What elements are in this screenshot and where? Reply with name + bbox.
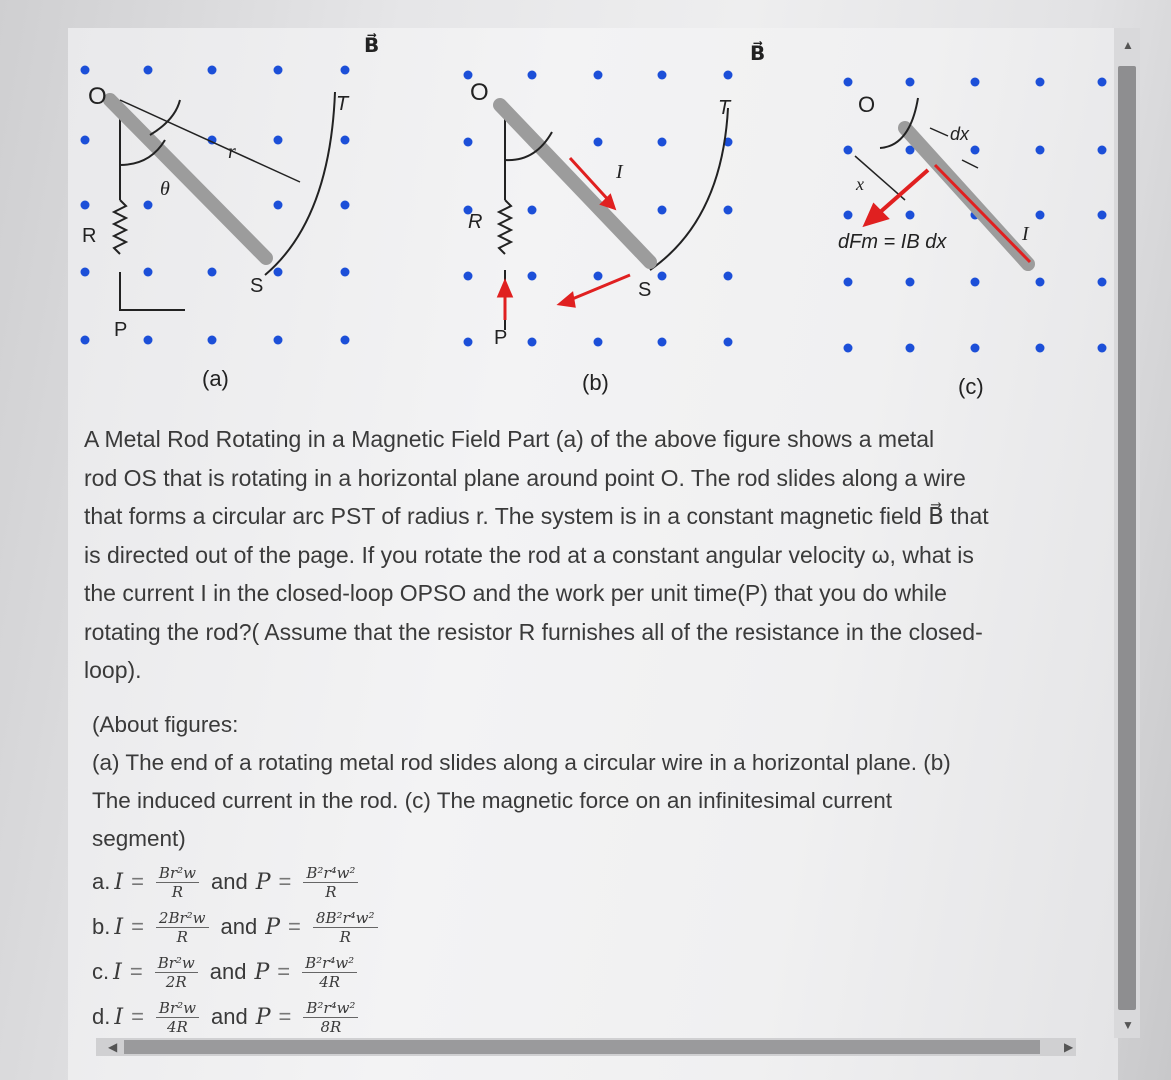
dx-tick-1 xyxy=(930,128,948,136)
field-dot xyxy=(464,338,473,347)
field-dot xyxy=(528,272,537,281)
power-numerator: B²r⁴w² xyxy=(302,954,357,973)
field-dot xyxy=(81,136,90,145)
question-line: the current I in the closed-loop OPSO and the work per unit time(P) that you do while xyxy=(84,580,947,606)
field-dot xyxy=(971,344,980,353)
field-dot xyxy=(208,268,217,277)
force-arrow-c xyxy=(866,170,928,224)
scroll-right-arrow-icon[interactable]: ▶ xyxy=(1064,1040,1074,1054)
label-c-force: dFm = IB dx xyxy=(838,231,947,253)
about-line: The induced current in the rod. (c) The magnetic force on an infinitesimal current xyxy=(92,788,892,813)
field-dot xyxy=(906,211,915,220)
question-line: loop). xyxy=(84,657,142,683)
field-dot xyxy=(971,78,980,87)
and-text: and xyxy=(220,914,258,939)
field-dot xyxy=(1098,78,1107,87)
rod-b xyxy=(500,105,650,262)
answer-option-c[interactable] xyxy=(92,950,361,994)
current-denominator: 2R xyxy=(165,972,187,991)
label-c-I: I xyxy=(1022,223,1029,245)
field-dot xyxy=(144,201,153,210)
current-fraction xyxy=(156,864,199,901)
field-dot xyxy=(971,146,980,155)
label-b-O: O xyxy=(470,79,489,106)
question-line: rotating the rod?( Assume that the resistor R furnishes all of the resistance in the closed- xyxy=(84,618,983,645)
power-denominator: R xyxy=(325,882,337,901)
equals-sign: = xyxy=(278,1004,292,1029)
current-numerator: Br²w xyxy=(155,954,198,973)
field-dot xyxy=(594,338,603,347)
label-a-O: O xyxy=(88,83,107,110)
field-dot xyxy=(144,336,153,345)
field-dot xyxy=(341,66,350,75)
field-dot xyxy=(464,272,473,281)
equals-sign: = xyxy=(278,869,292,894)
field-dot xyxy=(1098,146,1107,155)
option-current-var: I xyxy=(114,869,124,895)
equals-sign: = xyxy=(288,914,301,939)
equals-sign: = xyxy=(131,869,144,894)
field-dot xyxy=(906,344,915,353)
current-fraction xyxy=(156,909,209,946)
figure-a xyxy=(110,92,335,310)
field-dot xyxy=(274,336,283,345)
field-dot xyxy=(658,206,667,215)
field-dot xyxy=(844,146,853,155)
rotation-arrow-a xyxy=(150,100,180,135)
option-power-var: P xyxy=(254,959,270,985)
label-b-R: R xyxy=(468,211,483,233)
field-dot xyxy=(1098,344,1107,353)
current-denominator: 4R xyxy=(167,1017,188,1036)
field-dot xyxy=(1036,146,1045,155)
field-dot xyxy=(1098,278,1107,287)
vertical-scrollbar-thumb[interactable] xyxy=(1118,66,1136,1010)
field-dot xyxy=(658,71,667,80)
horizontal-scrollbar-thumb[interactable] xyxy=(124,1040,1040,1054)
field-dot xyxy=(144,268,153,277)
current-numerator: 2Br²w xyxy=(156,909,209,928)
label-a-r: r xyxy=(228,141,236,163)
figure-b xyxy=(499,105,728,330)
field-dot xyxy=(341,268,350,277)
caption-c: (c) xyxy=(958,374,984,399)
caption-a: (a) xyxy=(202,366,229,391)
resistor-a xyxy=(114,200,126,254)
field-dot xyxy=(341,201,350,210)
field-dot xyxy=(208,66,217,75)
equals-sign: = xyxy=(277,959,291,984)
answer-option-d[interactable] xyxy=(92,995,362,1039)
resistor-b xyxy=(499,200,511,254)
label-a-S: S xyxy=(250,275,264,297)
label-b-P: P xyxy=(494,327,508,349)
field-dot xyxy=(274,268,283,277)
field-dot xyxy=(1098,211,1107,220)
about-line: (a) The end of a rotating metal rod slides along a circular wire in a horizontal plane. (b) xyxy=(92,750,951,775)
current-line-c xyxy=(935,165,1030,262)
current-numerator: Br²w xyxy=(156,999,199,1018)
field-dot xyxy=(1036,344,1045,353)
power-numerator: 8B²r⁴w² xyxy=(313,909,378,928)
field-dot xyxy=(528,338,537,347)
label-b-S: S xyxy=(638,279,652,301)
label-a-P: P xyxy=(114,319,128,341)
physics-figures xyxy=(68,28,1118,408)
field-dot xyxy=(274,136,283,145)
scroll-down-arrow-icon[interactable]: ▼ xyxy=(1122,1018,1134,1032)
about-figures-text xyxy=(92,706,1072,858)
option-current-var: I xyxy=(113,959,122,985)
option-letter: a. xyxy=(92,869,111,894)
arc-a xyxy=(265,92,335,275)
question-line: rod OS that is rotating in a horizontal plane around point O. The rod slides along a wire xyxy=(84,464,966,491)
current-denominator: R xyxy=(176,927,188,946)
field-dot xyxy=(844,211,853,220)
field-dot xyxy=(81,268,90,277)
field-dot xyxy=(594,272,603,281)
field-dot xyxy=(594,138,603,147)
field-dot xyxy=(658,272,667,281)
equals-sign: = xyxy=(129,959,143,984)
field-dot xyxy=(844,78,853,87)
field-dot xyxy=(724,206,733,215)
field-dot xyxy=(341,136,350,145)
caption-b: (b) xyxy=(582,370,609,395)
arc-b xyxy=(650,108,728,270)
power-denominator: 4R xyxy=(319,972,341,991)
field-dot xyxy=(81,336,90,345)
field-dot xyxy=(1036,78,1045,87)
field-dot xyxy=(144,66,153,75)
label-c-x: x xyxy=(856,174,864,194)
power-denominator: 8R xyxy=(320,1017,342,1036)
field-dot xyxy=(906,78,915,87)
option-letter: d. xyxy=(92,1004,111,1029)
field-dot xyxy=(594,71,603,80)
field-label-c: B⃗ xyxy=(750,41,766,65)
current-fraction xyxy=(155,954,198,991)
field-dot xyxy=(658,138,667,147)
option-power-var: P xyxy=(255,869,271,895)
label-a-T: T xyxy=(336,93,349,115)
equals-sign: = xyxy=(131,914,144,939)
field-dot xyxy=(528,206,537,215)
equals-sign: = xyxy=(131,1004,144,1029)
current-fraction xyxy=(156,999,199,1036)
field-dot xyxy=(724,338,733,347)
field-label-b1: B⃗ xyxy=(364,33,380,57)
and-text: and xyxy=(209,959,247,984)
field-dot xyxy=(658,338,667,347)
field-dot xyxy=(1036,211,1045,220)
label-a-R: R xyxy=(82,225,97,247)
and-text: and xyxy=(210,1004,248,1029)
field-dot xyxy=(906,278,915,287)
field-dot xyxy=(341,336,350,345)
power-numerator: B²r⁴w² xyxy=(303,864,358,883)
field-dot xyxy=(81,66,90,75)
power-fraction xyxy=(303,999,358,1036)
scroll-left-arrow-icon[interactable]: ◀ xyxy=(108,1040,118,1054)
current-denominator: R xyxy=(171,882,184,901)
label-a-theta: θ xyxy=(160,178,170,200)
option-current-var: I xyxy=(114,1004,124,1030)
question-line: that forms a circular arc PST of radius r. The system is in a constant magnetic field B⃗ that xyxy=(84,503,989,529)
power-denominator: R xyxy=(339,927,351,946)
label-c-O: O xyxy=(858,92,876,117)
field-dot xyxy=(274,201,283,210)
about-line: (About figures: xyxy=(92,712,239,737)
label-c-dx: dx xyxy=(950,124,970,144)
field-dot xyxy=(81,201,90,210)
field-dot xyxy=(464,138,473,147)
current-numerator: Br²w xyxy=(156,864,199,883)
field-dot xyxy=(1036,278,1045,287)
option-power-var: P xyxy=(255,1004,271,1030)
field-dot xyxy=(724,71,733,80)
field-dot xyxy=(724,272,733,281)
field-dot xyxy=(844,344,853,353)
field-dot xyxy=(971,278,980,287)
option-power-var: P xyxy=(265,914,281,940)
field-dot xyxy=(208,336,217,345)
power-fraction xyxy=(303,864,358,901)
answer-option-b[interactable] xyxy=(92,905,382,949)
option-letter: b. xyxy=(92,914,111,939)
field-dot xyxy=(274,66,283,75)
answer-option-a[interactable] xyxy=(92,860,362,904)
question-text xyxy=(84,420,1104,690)
and-text: and xyxy=(210,869,248,894)
rod-a xyxy=(110,100,266,258)
dx-tick-2 xyxy=(962,160,978,168)
about-line: segment) xyxy=(92,826,186,851)
question-line: is directed out of the page. If you rotate the rod at a constant angular velocity ω, what is xyxy=(84,541,974,568)
label-b-T: T xyxy=(718,97,731,119)
scroll-up-arrow-icon[interactable]: ▲ xyxy=(1122,38,1134,52)
power-fraction xyxy=(313,909,378,946)
option-letter: c. xyxy=(92,959,110,984)
label-b-I: I xyxy=(616,161,623,183)
option-current-var: I xyxy=(114,914,124,940)
field-dot xyxy=(528,71,537,80)
power-numerator: B²r⁴w² xyxy=(303,999,358,1018)
question-line: A Metal Rod Rotating in a Magnetic Field Part (a) of the above figure shows a metal xyxy=(84,426,935,452)
field-dot xyxy=(844,278,853,287)
power-fraction xyxy=(302,954,357,991)
